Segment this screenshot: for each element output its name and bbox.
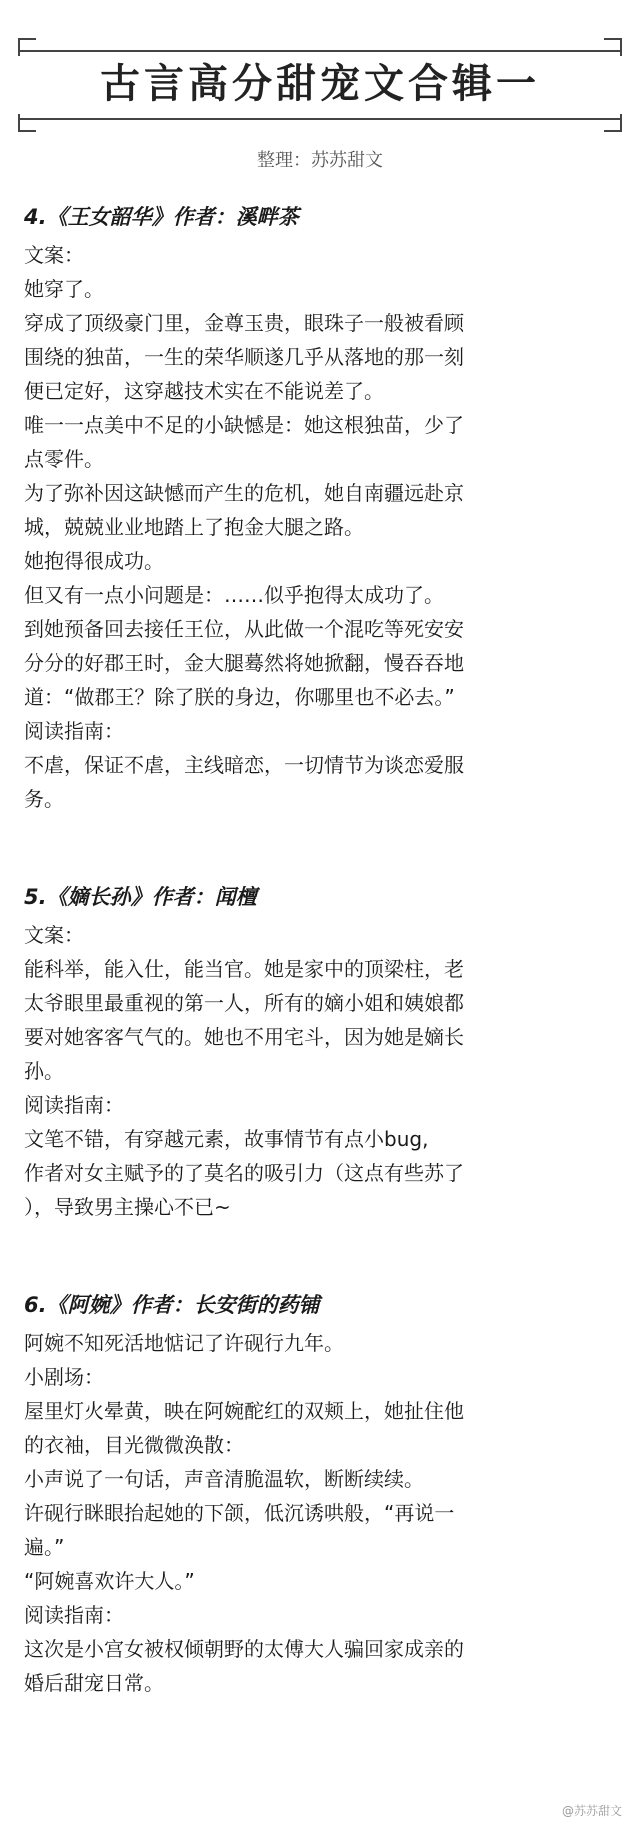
page-subtitle: 整理：苏苏甜文	[257, 150, 383, 171]
text-line: 屋里灯火晕黄，映在阿婉酡红的双颊上，她扯住他	[24, 1399, 464, 1423]
watermark: @苏苏甜文	[561, 1804, 622, 1818]
text-line: 婚后甜宠日常。	[24, 1671, 164, 1695]
text-line: 围绕的独苗，一生的荣华顺遂几乎从落地的那一刻	[24, 345, 464, 369]
text-line: 唯一一点美中不足的小缺憾是：她这根独苗，少了	[24, 413, 464, 437]
page-title: 古言高分甜宠文合辑一	[100, 61, 540, 107]
text-line: 阅读指南：	[24, 1603, 124, 1627]
text-line: 阅读指南：	[24, 1093, 124, 1117]
text-line: 要对她客客气气的。她也不用宅斗，因为她是嫡长	[24, 1025, 464, 1049]
book-entry	[24, 1288, 620, 1700]
text-line: 道：“做郡王？除了朕的身边，你哪里也不必去。”	[24, 685, 455, 709]
book-title: 4.《王女韶华》作者：溪畔茶	[24, 205, 299, 229]
text-line: “阿婉喜欢许大人。”	[24, 1569, 195, 1593]
text-line: 遍。”	[24, 1535, 65, 1559]
text-line: 小剧场：	[24, 1365, 104, 1389]
book-title: 6.《阿婉》作者：长安街的药铺	[24, 1293, 320, 1317]
text-line: ），导致男主操心不已~	[24, 1195, 231, 1219]
text-line: 这次是小宫女被权倾朝野的太傅大人骗回家成亲的	[24, 1637, 464, 1661]
text-line: 为了弥补因这缺憾而产生的危机，她自南疆远赴京	[24, 481, 464, 505]
text-line: 不虐，保证不虐，主线暗恋，一切情节为谈恋爱服	[24, 753, 464, 777]
text-line: 文案：	[24, 243, 84, 267]
text-line: 作者对女主赋予的了莫名的吸引力（这点有些苏了	[24, 1161, 464, 1185]
book-entry	[24, 880, 620, 1224]
frame-bottom-line	[18, 118, 622, 120]
text-line: 分分的好郡王时，金大腿蓦然将她掀翻，慢吞吞地	[24, 651, 464, 675]
text-line: 到她预备回去接任王位，从此做一个混吃等死安安	[24, 617, 464, 641]
book-title: 5.《嫡长孙》作者：闻檀	[24, 885, 257, 909]
text-line: 穿成了顶级豪门里，金尊玉贵，眼珠子一般被看顾	[24, 311, 464, 335]
text-line: 的衣袖，目光微微涣散：	[24, 1433, 244, 1457]
text-line: 能科举，能入仕，能当官。她是家中的顶梁柱，老	[24, 957, 464, 981]
text-line: 便已定好，这穿越技术实在不能说差了。	[24, 379, 384, 403]
text-line: 小声说了一句话，声音清脆温软，断断续续。	[24, 1467, 424, 1491]
text-line: 阿婉不知死活地惦记了许砚行九年。	[24, 1331, 344, 1355]
text-line: 她抱得很成功。	[24, 549, 164, 573]
text-line: 文笔不错，有穿越元素，故事情节有点小bug,	[24, 1127, 429, 1151]
text-line: 许砚行眯眼抬起她的下颌，低沉诱哄般，“再说一	[24, 1501, 455, 1525]
text-line: 孙。	[24, 1059, 64, 1083]
text-line: 城，兢兢业业地踏上了抱金大腿之路。	[24, 515, 364, 539]
text-line: 但又有一点小问题是：……似乎抱得太成功了。	[24, 583, 444, 607]
text-line: 点零件。	[24, 447, 104, 471]
text-line: 务。	[24, 787, 64, 811]
text-line: 她穿了。	[24, 277, 104, 301]
frame-corner	[18, 114, 36, 132]
book-list	[24, 200, 620, 1764]
text-line: 阅读指南：	[24, 719, 124, 743]
book-entry	[24, 200, 620, 816]
frame-corner	[604, 114, 622, 132]
text-line: 文案：	[24, 923, 84, 947]
text-line: 太爷眼里最重视的第一人，所有的嫡小姐和姨娘都	[24, 991, 464, 1015]
